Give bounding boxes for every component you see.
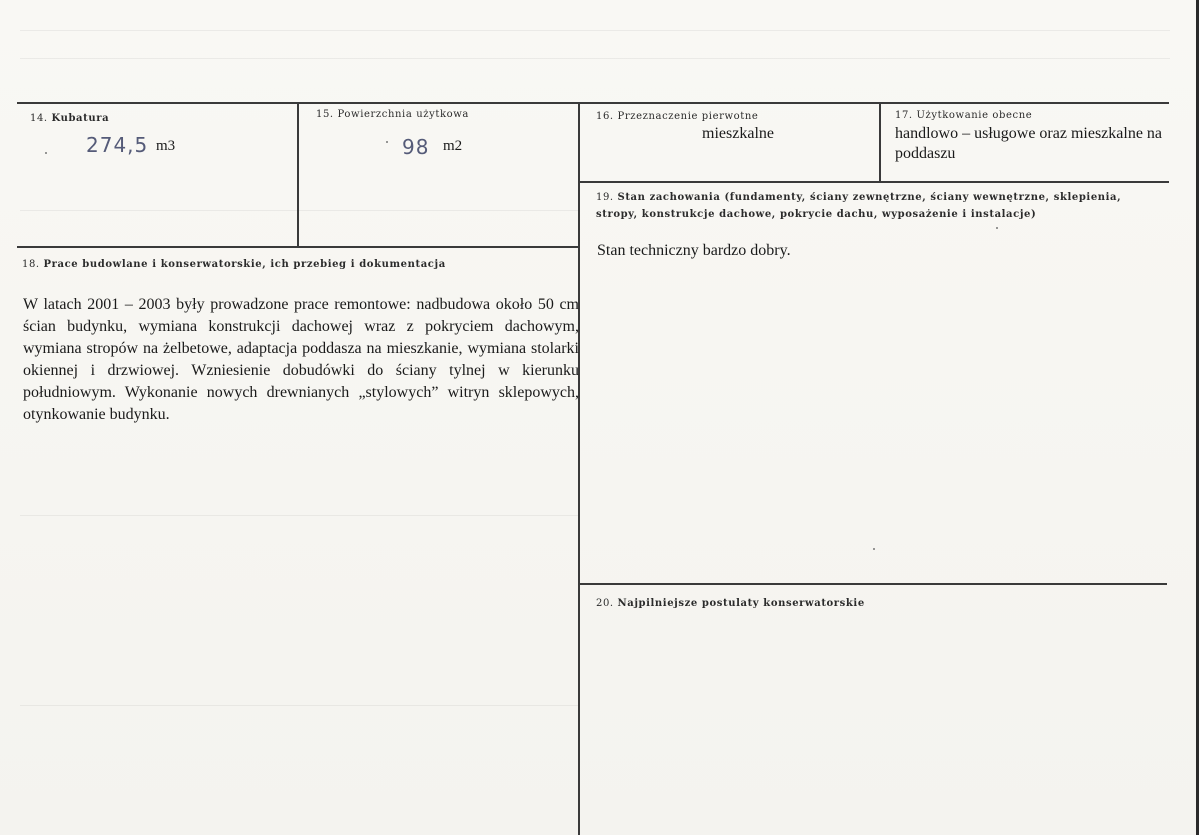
field-19-value: Stan techniczny bardzo dobry. <box>597 242 791 259</box>
center-divider <box>578 102 580 835</box>
show-through-line <box>20 515 580 516</box>
field-15-label <box>316 108 469 122</box>
rule-above-18 <box>17 246 579 248</box>
field-16-title: Przeznaczenie pierwotne <box>617 111 759 122</box>
field-15-unit: m2 <box>443 138 463 154</box>
field-20-number: 20. <box>596 598 614 609</box>
paper-speck <box>45 152 47 154</box>
field-14-unit: m3 <box>156 138 176 154</box>
field-17-label <box>895 109 1032 123</box>
field-19-label <box>596 189 1156 223</box>
top-rule <box>17 102 1169 104</box>
field-18-title: Prace budowlane i konserwatorskie, ich przebieg i dokumentacja <box>43 259 446 270</box>
paper-speck <box>873 548 875 550</box>
divider-14-15 <box>297 102 299 248</box>
field-17-value: handlowo – usługowe oraz mieszkalne na poddaszu <box>895 125 1163 162</box>
field-14-label <box>30 112 109 126</box>
field-19-title: Stan zachowania (fundamenty, ściany zewnętrzne, ściany wewnętrzne, sklepienia, stropy, konstrukcje dachowe, pokrycie dachu, wyposażenie i instalacje) <box>596 192 1122 220</box>
field-15-number: 15. <box>316 109 334 120</box>
field-20-label <box>596 597 865 611</box>
field-17-number: 17. <box>895 110 913 121</box>
field-17-title: Użytkowanie obecne <box>916 110 1033 121</box>
field-15-handwritten-value: 98 <box>402 135 430 159</box>
paper-speck <box>996 227 998 229</box>
show-through-line <box>20 210 580 211</box>
show-through-line <box>20 30 1170 31</box>
rule-above-19 <box>578 181 1169 183</box>
field-16-value: mieszkalne <box>702 125 774 142</box>
field-19-number: 19. <box>596 192 614 203</box>
field-14-handwritten-value: 274,5 <box>86 133 149 157</box>
field-18-number: 18. <box>22 259 40 270</box>
paper-speck <box>386 141 388 143</box>
field-16-label <box>596 110 758 124</box>
field-20-title: Najpilniejsze postulaty konserwatorskie <box>617 598 865 609</box>
field-18-text: W latach 2001 – 2003 były prowadzone prace remontowe: nadbudowa około 50 cm ścian budynku, wymiana konstrukcji dachowej wraz z pokryciem dachowym, wymiana stropów na żelbetowe, adaptacja poddasza na mieszkanie, wymiana stolarki okiennej i drzwiowej. Wzniesienie dobudówki do ściany tylnej w kierunku południowym. Wykonanie nowych drewnianych „stylowych” witryn sklepowych, otynkowanie budynku. <box>23 296 579 423</box>
field-14-number: 14. <box>30 113 48 124</box>
field-15-title: Powierzchnia użytkowa <box>337 109 469 120</box>
show-through-line <box>20 58 1170 59</box>
field-14-title: Kubatura <box>51 113 110 124</box>
field-16-number: 16. <box>596 111 614 122</box>
rule-above-20 <box>578 583 1167 585</box>
show-through-line <box>20 705 580 706</box>
field-18-label <box>22 258 446 272</box>
